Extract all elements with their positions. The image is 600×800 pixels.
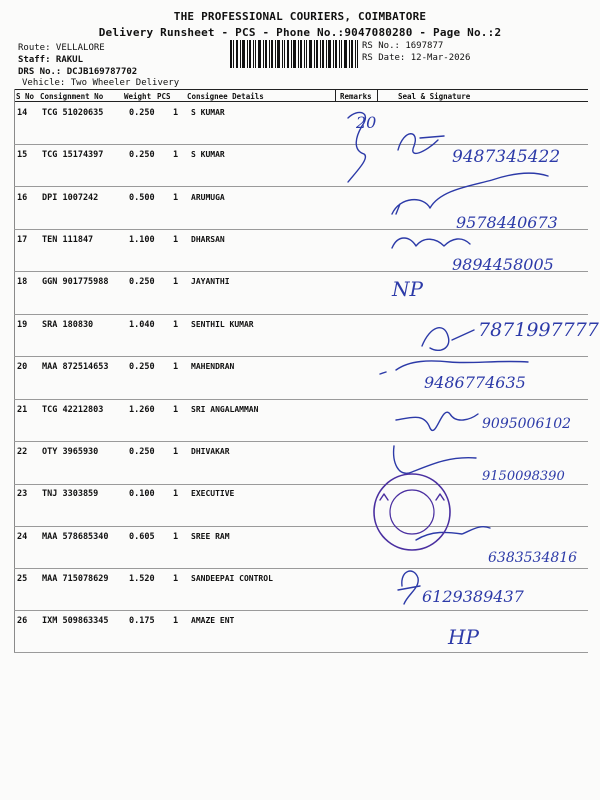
row-separator (14, 229, 588, 230)
row-sno: 26 (17, 616, 28, 626)
row-separator (14, 441, 588, 442)
row-consignment: MAA 872514653 (42, 362, 109, 372)
row-sno: 14 (17, 108, 28, 118)
row-consignee: S KUMAR (191, 150, 225, 159)
phone-16: 9578440673 (456, 213, 558, 232)
signature-25 (398, 571, 420, 604)
row-pcs: 1 (173, 320, 179, 330)
row-consignment: MAA 578685340 (42, 532, 109, 542)
phone-15: 9487345422 (452, 147, 561, 167)
row-weight: 0.250 (129, 277, 155, 287)
row-pcs: 1 (173, 277, 179, 287)
remark-scribble (348, 112, 365, 182)
row-separator (14, 526, 588, 527)
signature-16 (392, 173, 548, 214)
vehicle-label: Vehicle: Two Wheeler Delivery (22, 78, 180, 88)
row-pcs: 1 (173, 574, 179, 584)
table-top-border (14, 89, 588, 90)
row-consignment: SRA 180830 (42, 320, 94, 330)
row-weight: 0.250 (129, 362, 155, 372)
signature-20 (380, 361, 528, 374)
row-consignment: MAA 715078629 (42, 574, 109, 584)
phone-20: 9486774635 (424, 373, 526, 392)
row-weight: 1.100 (129, 235, 155, 245)
row-pcs: 1 (173, 150, 179, 160)
remark-20: 20 (356, 113, 377, 132)
row-sno: 17 (17, 235, 28, 245)
row-weight: 0.100 (129, 489, 155, 499)
row-pcs: 1 (173, 616, 179, 626)
row-weight: 0.250 (129, 447, 155, 457)
signature-24 (416, 527, 490, 540)
row-pcs: 1 (173, 193, 179, 203)
row-pcs: 1 (173, 489, 179, 499)
row-separator (14, 568, 588, 569)
drs-label: DRS No.: DCJB169787702 (18, 67, 138, 77)
row-consignment: TNJ 3303859 (42, 489, 99, 499)
row-consignee: SREE RAM (191, 532, 230, 541)
row-pcs: 1 (173, 447, 179, 457)
row-sno: 20 (17, 362, 28, 372)
row-pcs: 1 (173, 362, 179, 372)
col-pcs: PCS (157, 92, 171, 101)
row-separator (14, 610, 588, 611)
row-weight: 0.175 (129, 616, 155, 626)
row-consignee: DHIVAKAR (191, 447, 230, 456)
row-weight: 0.500 (129, 193, 155, 203)
row-weight: 1.520 (129, 574, 155, 584)
signature-21 (396, 412, 478, 430)
row-pcs: 1 (173, 405, 179, 415)
row-consignment: IXM 509863345 (42, 616, 109, 626)
row-weight: 0.250 (129, 150, 155, 160)
stamp-star (380, 494, 444, 500)
company-title: THE PROFESSIONAL COURIERS, COIMBATORE (173, 10, 427, 23)
row-weight: 0.250 (129, 108, 155, 118)
row-consignee: SENTHIL KUMAR (191, 320, 254, 329)
row-consignee: JAYANTHI (191, 277, 230, 286)
row-weight: 1.040 (129, 320, 155, 330)
row-consignee: AMAZE ENT (191, 616, 235, 625)
row-consignee: S KUMAR (191, 108, 225, 117)
initials-26: HP (448, 625, 479, 649)
row-consignment: TCG 15174397 (42, 150, 104, 160)
phone-17: 9894458005 (452, 255, 554, 274)
row-separator (14, 271, 588, 272)
row-consignment: TEN 111847 (42, 235, 94, 245)
col-weight: Weight (124, 92, 152, 101)
row-pcs: 1 (173, 532, 179, 542)
row-consignment: TCG 51020635 (42, 108, 104, 118)
row-sno: 19 (17, 320, 28, 330)
row-consignee: EXECUTIVE (191, 489, 235, 498)
round-stamp (374, 474, 450, 550)
runsheet-subtitle: Delivery Runsheet - PCS - Phone No.:9047080280 - Page No.:2 (98, 26, 502, 39)
row-separator (14, 356, 588, 357)
col-sno: S No (16, 92, 35, 101)
row-weight: 1.260 (129, 405, 155, 415)
col-consignee: Consignee Details (187, 92, 264, 101)
phone-19: 7871997777 (478, 319, 599, 341)
row-sno: 24 (17, 532, 28, 542)
row-sno: 15 (17, 150, 28, 160)
row-consignee: MAHENDRAN (191, 362, 235, 371)
row-sno: 25 (17, 574, 28, 584)
rs-date: RS Date: 12-Mar-2026 (362, 53, 471, 63)
row-consignment: TCG 42212803 (42, 405, 104, 415)
phone-21: 9095006102 (482, 416, 572, 432)
row-consignee: ARUMUGA (191, 193, 225, 202)
phone-25: 6129389437 (422, 587, 524, 606)
row-separator (14, 484, 588, 485)
signature-19 (422, 328, 474, 351)
row-sno: 23 (17, 489, 28, 499)
phone-24: 6383534816 (488, 550, 578, 566)
row-pcs: 1 (173, 108, 179, 118)
phone-22: 9150098390 (482, 469, 565, 484)
row-consignee: SANDEEPAI CONTROL (191, 574, 273, 583)
col-remarks: Remarks (340, 92, 372, 101)
row-sno: 21 (17, 405, 28, 415)
barcode-image (230, 40, 358, 68)
row-separator (14, 314, 588, 315)
row-weight: 0.605 (129, 532, 155, 542)
col-consignment: Consignment No (40, 92, 104, 101)
header-divider-remarks-right (377, 89, 378, 101)
row-consignee: DHARSAN (191, 235, 225, 244)
row-consignment: GGN 901775988 (42, 277, 109, 287)
row-consignment: DPI 1007242 (42, 193, 99, 203)
row-sno: 16 (17, 193, 28, 203)
rs-number: RS No.: 1697877 (362, 41, 444, 51)
round-stamp-inner (390, 490, 434, 534)
col-seal-signature: Seal & Signature (398, 92, 471, 101)
route-label: Route: VELLALORE (18, 43, 105, 53)
signature-17 (392, 238, 470, 248)
row-sno: 22 (17, 447, 28, 457)
row-pcs: 1 (173, 235, 179, 245)
signature-22 (394, 446, 476, 473)
table-header-border (14, 101, 588, 102)
row-separator (14, 186, 588, 187)
row-consignment: OTY 3965930 (42, 447, 99, 457)
initials-18: NP (392, 277, 423, 301)
staff-label: Staff: RAKUL (18, 55, 84, 65)
header-divider-remarks-left (335, 89, 336, 101)
row-separator (14, 399, 588, 400)
row-separator (14, 652, 588, 653)
row-separator (14, 144, 588, 145)
row-sno: 18 (17, 277, 28, 287)
row-consignee: SRI ANGALAMMAN (191, 405, 259, 414)
